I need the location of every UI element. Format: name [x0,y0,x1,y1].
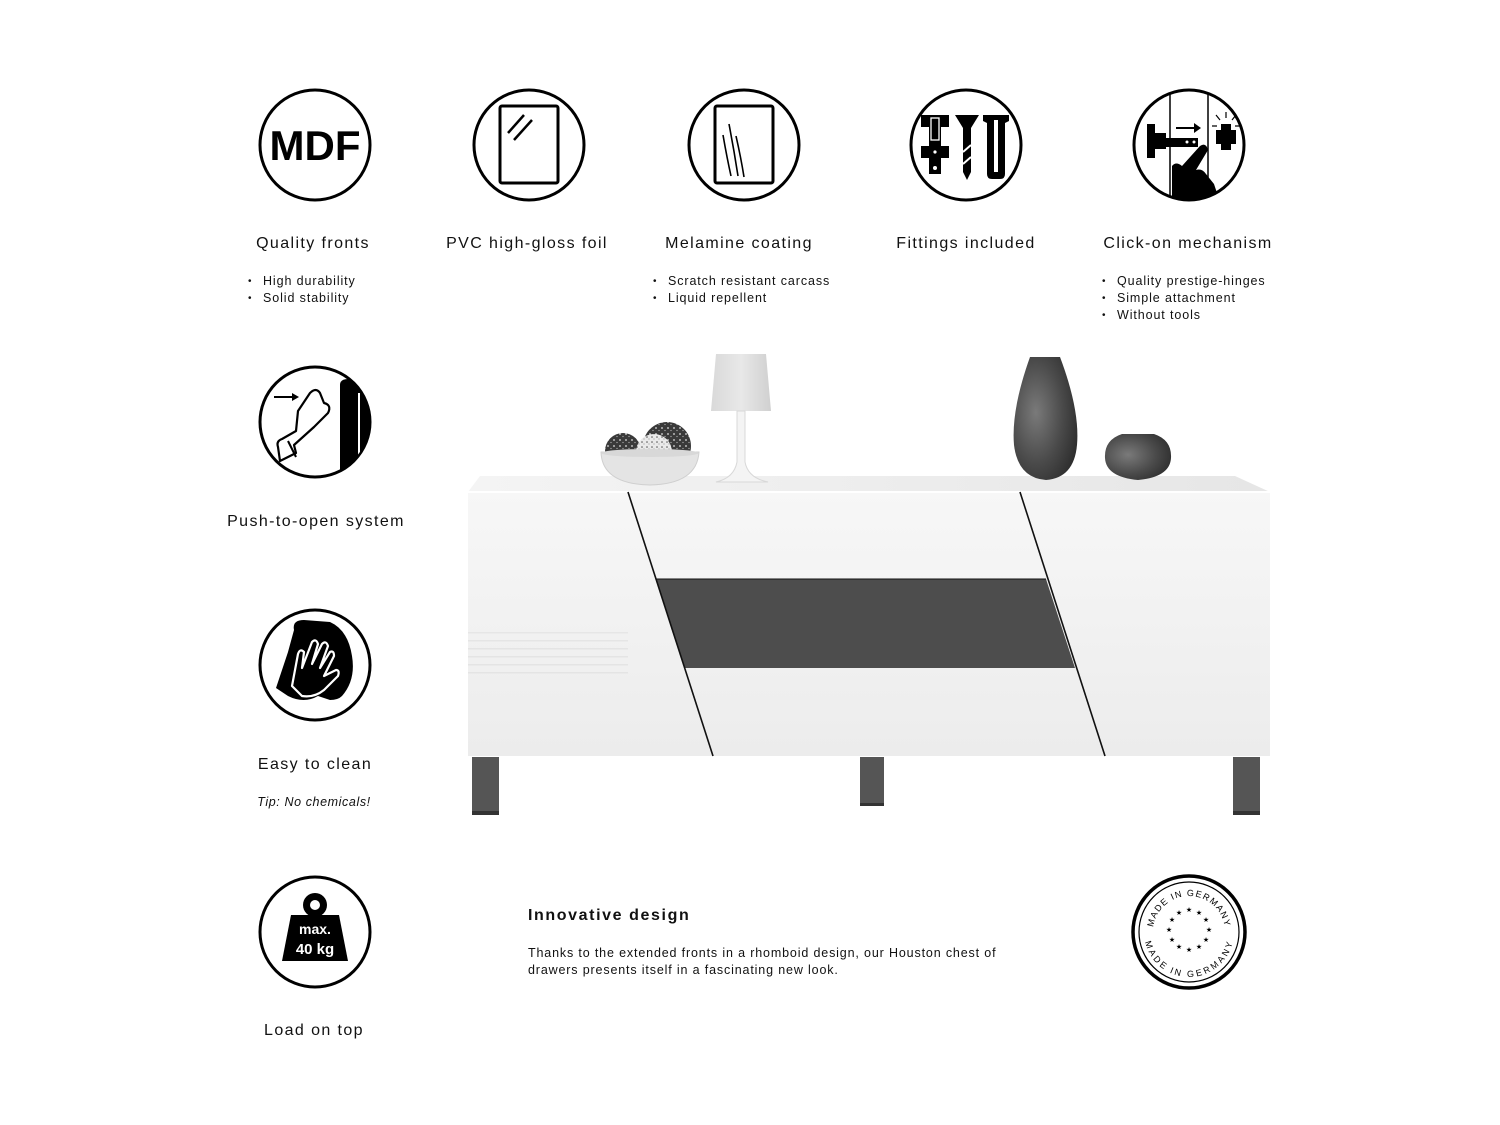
svg-text:★: ★ [1205,926,1213,934]
feature-title-melamine: Melamine coating [665,235,813,252]
feature-title-quality-fronts: Quality fronts [256,235,370,252]
badge-top-text: MADE IN GERMANY [1145,887,1233,928]
glossy-panel-icon [472,88,586,202]
wiping-hand-icon [258,608,372,722]
bullet-item: • High durability [248,273,356,290]
cabinet-leg [1233,757,1260,813]
svg-text:★: ★ [1195,909,1203,917]
svg-text:★: ★ [1168,936,1176,944]
svg-text:★: ★ [1195,943,1203,951]
bullet-item: • Liquid repellent [653,290,830,307]
click-hinge-icon [1132,88,1246,202]
svg-text:★: ★ [1202,916,1210,924]
hinge-screw-dowel-icon [909,88,1023,202]
feature-title-easy-to-clean: Easy to clean [257,756,373,773]
svg-text:★: ★ [1202,936,1210,944]
cabinet-top [468,476,1270,492]
mdf-icon [258,88,372,202]
feature-title-fittings: Fittings included [896,235,1036,252]
svg-text:★: ★ [1175,909,1183,917]
scratch-panel-icon [687,88,801,202]
bullet-item: • Solid stability [248,290,356,307]
bullet-item: • Without tools [1102,307,1266,324]
bullet-item: • Quality prestige-hinges [1102,273,1266,290]
design-title: Innovative design [528,907,691,924]
svg-text:★: ★ [1185,906,1193,914]
feature-title-click-on: Click-on mechanism [1103,235,1273,252]
feature-title-pvc: PVC high-gloss foil [446,235,608,252]
svg-text:★: ★ [1165,926,1173,934]
cabinet-front [468,492,1270,756]
weight-value-text: 40 kg [295,941,335,958]
melamine-bullets [653,273,830,307]
svg-text:★: ★ [1185,946,1193,954]
badge-bottom-text: MADE IN GERMANY [1143,939,1235,980]
weight-icon [258,875,372,989]
tip-text: Tip: No chemicals! [257,795,371,809]
cabinet-leg [860,757,884,805]
quality-fronts-bullets [248,273,356,307]
feature-title-load-on-top: Load on top [264,1022,364,1039]
svg-text:★: ★ [1175,943,1183,951]
made-in-germany-badge [1131,874,1247,990]
cabinet-leg [472,757,499,813]
accent-band [656,579,1075,668]
push-to-open-icon [258,365,372,479]
svg-text:★: ★ [1168,916,1176,924]
mdf-icon-text: MDF [269,122,361,169]
design-description: Thanks to the extended fronts in a rhomboid design, our Houston chest of drawers presents itself in a fascinating new look. [528,946,997,977]
feature-title-push-to-open: Push-to-open system [227,513,405,530]
click-on-bullets [1102,273,1266,324]
bullet-item: • Simple attachment [1102,290,1266,307]
weight-max-text: max. [299,921,331,937]
bullet-item: • Scratch resistant carcass [653,273,830,290]
